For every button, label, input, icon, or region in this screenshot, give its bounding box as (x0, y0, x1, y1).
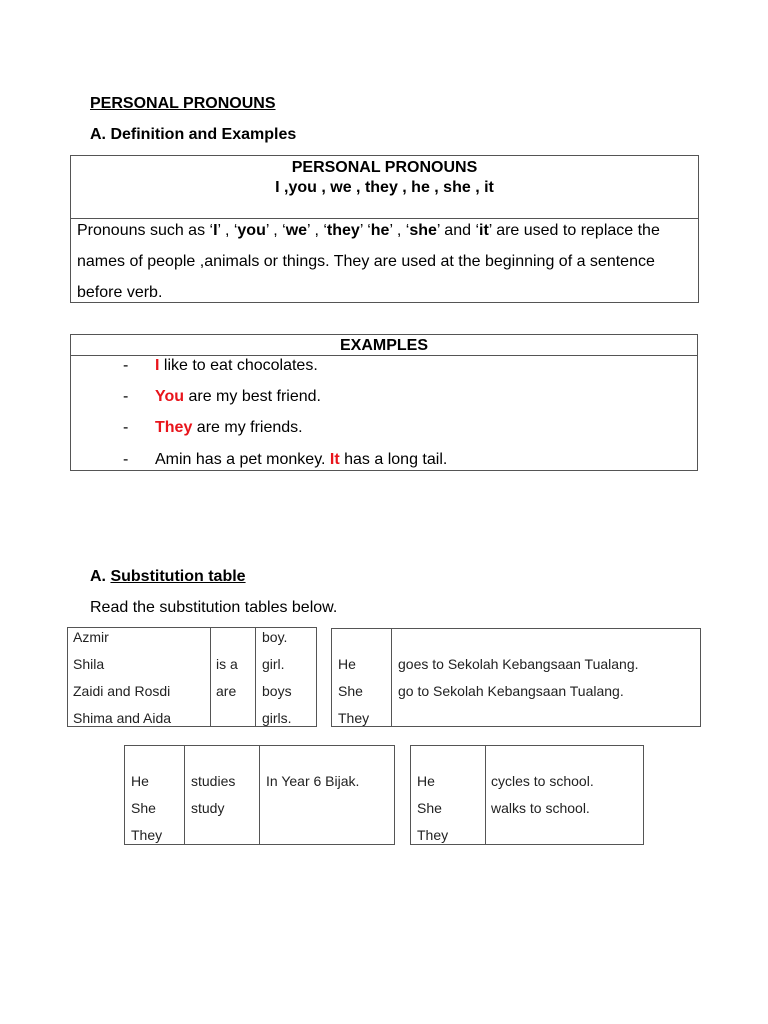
section-b-prefix: A. (90, 568, 111, 585)
table-cell: cycles to school. (491, 773, 594, 789)
substitution-table-2 (331, 628, 701, 727)
table-3-col-verbs (191, 768, 235, 849)
table-3-col-phrases (266, 768, 359, 849)
table-cell (338, 624, 369, 651)
substitution-table-3 (124, 745, 395, 845)
table-cell (491, 822, 594, 849)
definition-pronoun: it (479, 222, 489, 239)
table-3-col-divider-2 (259, 746, 260, 844)
definition-text-segment: ’ , ‘ (265, 222, 286, 239)
definition-text-segment: ’ and ‘ (436, 222, 479, 239)
table-cell: is a (216, 656, 238, 672)
section-b-title: Substitution table (110, 568, 246, 585)
definition-text-segment: ’ , ‘ (217, 222, 238, 239)
table-cell: He (131, 773, 149, 789)
table-2-col-subjects (338, 624, 369, 732)
example-pronoun: You (155, 388, 185, 405)
table-cell (398, 624, 639, 651)
table-4-col-subjects (417, 768, 448, 849)
dash-bullet: - (123, 357, 129, 374)
examples-table (70, 334, 698, 471)
table-2-col-divider (391, 629, 392, 726)
section-a-heading: A. Definition and Examples (90, 126, 297, 143)
table-cell: They (338, 710, 370, 726)
substitution-table-1 (67, 627, 317, 727)
definition-text-segment: ’ are used to replace the names of people ,animals or things. They are used at the beginning of a sentence before verb. (77, 222, 660, 301)
table-cell: Shila (73, 656, 105, 672)
table-cell: She (131, 800, 156, 816)
table-cell: They (417, 827, 449, 843)
example-post: like to eat chocolates. (159, 357, 318, 374)
table-cell: study (191, 800, 225, 816)
table-1-col-subjects (73, 624, 171, 732)
table-1-col-divider-2 (255, 628, 256, 726)
example-pronoun: It (329, 451, 340, 468)
table-cell (216, 705, 238, 732)
definition-table (70, 155, 699, 303)
definition-pronoun: I (213, 222, 218, 239)
table-cell: They (131, 827, 163, 843)
example-sentence (155, 419, 303, 437)
table-cell (398, 705, 639, 732)
example-post: has a long tail. (339, 451, 448, 468)
table-3-col-divider-1 (184, 746, 185, 844)
table-cell: boys (262, 683, 292, 699)
table-cell: go to Sekolah Kebangsaan Tualang. (398, 683, 624, 699)
table-cell: He (338, 656, 356, 672)
definition-pronoun: you (237, 222, 266, 239)
table-cell: boy. (262, 629, 288, 645)
table-cell (266, 795, 359, 822)
table-2-col-predicates (398, 624, 639, 732)
example-sentence (155, 357, 318, 375)
table-cell: goes to Sekolah Kebangsaan Tualang. (398, 656, 639, 672)
definition-pronoun: we (285, 222, 308, 239)
example-pronoun: They (155, 419, 193, 436)
page-title: PERSONAL PRONOUNS (90, 95, 276, 112)
dash-bullet: - (123, 451, 129, 468)
example-post: are my friends. (192, 419, 303, 436)
definition-pronoun: he (370, 222, 390, 239)
examples-table-divider (71, 355, 697, 356)
example-pre: Amin has a pet monkey. (155, 451, 330, 468)
table-4-col-divider (485, 746, 486, 844)
table-cell (216, 624, 238, 651)
section-b-heading (90, 568, 246, 586)
definition-pronoun: they (326, 222, 360, 239)
substitution-table-4 (410, 745, 644, 845)
example-sentence (155, 451, 447, 469)
table-cell: In Year 6 Bijak. (266, 773, 360, 789)
table-cell: He (417, 773, 435, 789)
table-cell: girl. (262, 656, 285, 672)
table-cell: walks to school. (491, 800, 590, 816)
table-cell: She (417, 800, 442, 816)
table-cell (191, 822, 235, 849)
table-cell: Azmir (73, 629, 109, 645)
definition-pronoun: she (409, 222, 437, 239)
definition-text-segment: ’ , ‘ (389, 222, 410, 239)
definition-text-segment: ’ ‘ (359, 222, 371, 239)
example-post: are my best friend. (184, 388, 321, 405)
definition-header-title: PERSONAL PRONOUNS (291, 159, 478, 176)
table-4-col-predicates (491, 768, 594, 849)
section-b-instruction: Read the substitution tables below. (90, 599, 338, 616)
definition-header (71, 158, 698, 198)
example-pronoun: I (155, 357, 160, 374)
table-cell (266, 822, 359, 849)
example-sentence (155, 388, 321, 406)
table-cell: girls. (262, 710, 292, 726)
definition-text-segment: ’ , ‘ (307, 222, 327, 239)
table-3-col-subjects (131, 768, 162, 849)
dash-bullet: - (123, 388, 129, 405)
table-cell: studies (191, 773, 236, 789)
table-1-col-divider-1 (210, 628, 211, 726)
definition-text (77, 215, 662, 308)
table-cell: She (338, 683, 363, 699)
table-cell: Shima and Aida (73, 710, 172, 726)
table-1-col-verbs (216, 624, 238, 732)
table-cell: are (216, 683, 237, 699)
table-cell: Zaidi and Rosdi (73, 683, 171, 699)
examples-header: EXAMPLES (339, 337, 428, 354)
definition-header-pronouns: I ,you , we , they , he , she , it (275, 179, 494, 196)
definition-text-segment: Pronouns such as ‘ (77, 222, 214, 239)
dash-bullet: - (123, 419, 129, 436)
table-1-col-nouns (262, 624, 292, 732)
